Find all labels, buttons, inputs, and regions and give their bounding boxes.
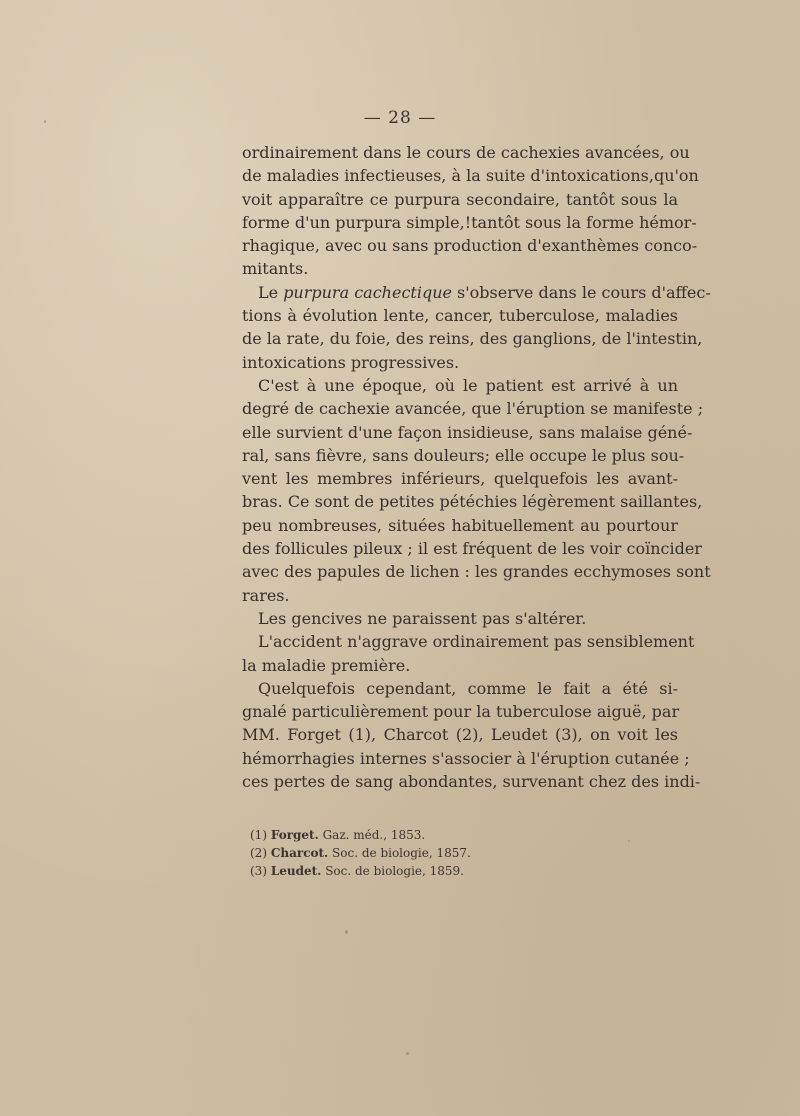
text-line: la maladie première.: [242, 655, 411, 675]
footnote-number: (2): [250, 846, 267, 860]
text-line: ordinairement dans le cours de cachexies avancées, ou: [242, 143, 690, 162]
paper-speck: [628, 840, 630, 842]
footnote-author: Forget.: [270, 828, 319, 842]
footnote-author: Charcot.: [270, 846, 329, 860]
paper-speck: [345, 930, 348, 934]
footnote: [250, 826, 670, 844]
footnotes: [250, 826, 670, 880]
text-line: rares.: [242, 585, 290, 605]
text-line: forme d'un purpura simple,!tantôt sous la forme hémor-: [242, 212, 697, 232]
text-line: vent les membres inférieurs, quelquefois les avant-: [242, 469, 678, 489]
text-line: de maladies infectieuses, à la suite d'intoxications,qu'on: [242, 166, 699, 186]
footnote-author: Leudet.: [270, 864, 322, 878]
text-line: L'accident n'aggrave ordinairement pas sensiblement: [258, 632, 695, 652]
text-line: MM. Forget (1), Charcot (2), Leudet (3), on voit les: [242, 725, 678, 745]
text-line: elle survient d'une façon insidieuse, sans malaise géné-: [242, 422, 693, 442]
text-line: rhagique, avec ou sans production d'exanthèmes conco-: [242, 236, 698, 256]
footnote: [250, 862, 670, 880]
footnote-number: (1): [250, 828, 267, 842]
text-line: tions à évolution lente, cancer, tuberculose, maladies: [242, 306, 678, 326]
text-line: [242, 281, 711, 304]
footnote: [250, 844, 670, 862]
text-line: Les gencives ne paraissent pas s'altérer.: [258, 608, 587, 628]
page-number: — 28 —: [363, 108, 437, 128]
text-line: bras. Ce sont de petites pétéchies légèrement saillantes,: [242, 492, 703, 512]
paper-speck: [44, 120, 46, 123]
text-line: peu nombreuses, situées habituellement au pourtour: [242, 515, 678, 535]
footnote-reference: Soc. de biologie, 1859.: [321, 864, 464, 878]
text-line: degré de cachexie avancée, que l'éruption se manifeste ;: [242, 399, 704, 419]
text-line: ces pertes de sang abondantes, survenant chez des indi-: [242, 772, 701, 792]
footnote-reference: Soc. de biologie, 1857.: [328, 846, 471, 860]
paper-speck: [406, 1052, 409, 1055]
body-text: [242, 141, 711, 793]
text-line: des follicules pileux ; il est fréquent de les voir coïncider: [242, 539, 702, 559]
text-line: Quelquefois cependant, comme le fait a été si-: [258, 678, 678, 698]
text-line: hémorrhagies internes s'associer à l'éruption cutanée ;: [242, 748, 690, 768]
italic-term: purpura cachectique: [283, 282, 452, 302]
text-line: voit apparaître ce purpura secondaire, tantôt sous la: [242, 189, 678, 209]
text-line: avec des papules de lichen : les grandes ecchymoses sont: [242, 562, 711, 582]
footnote-number: (3): [250, 864, 267, 878]
footnote-reference: Gaz. méd., 1853.: [318, 828, 426, 842]
text-line: gnalé particulièrement pour la tuberculose aiguë, par: [242, 702, 680, 722]
text-line: de la rate, du foie, des reins, des ganglions, de l'intestin,: [242, 329, 703, 349]
text-line: intoxications progressives.: [242, 352, 460, 372]
text-line: ral, sans fièvre, sans douleurs; elle occupe le plus sou-: [242, 445, 685, 465]
text-line: mitants.: [242, 259, 309, 279]
line-text: Le: [258, 282, 284, 302]
line-text: s'observe dans le cours d'affec-: [451, 282, 711, 302]
text-line: C'est à une époque, où le patient est arrivé à un: [258, 375, 678, 395]
